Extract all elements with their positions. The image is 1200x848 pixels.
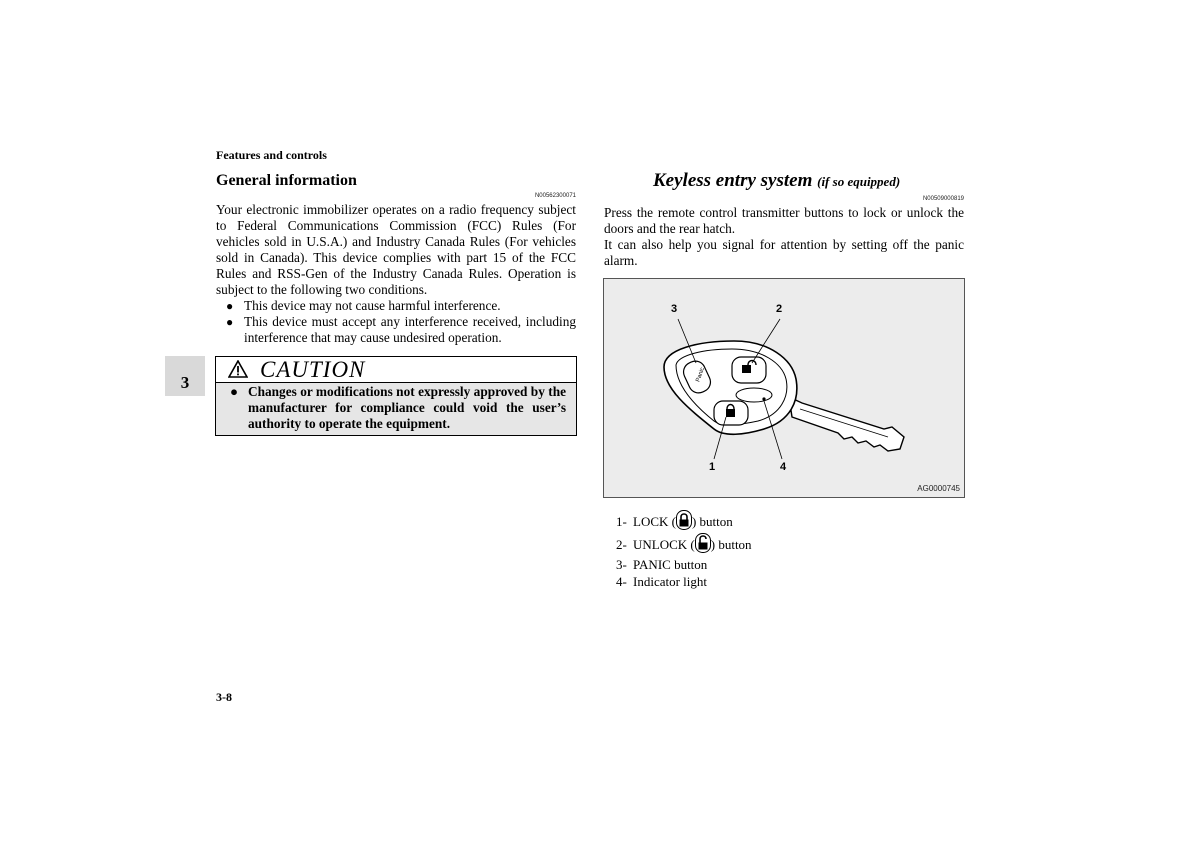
warning-triangle-icon — [228, 360, 248, 378]
caution-text-block — [230, 384, 566, 432]
bullet-icon: ● — [226, 299, 234, 313]
keyless-doc-code: N00509000819 — [922, 196, 964, 202]
keyless-paragraph-1: Press the remote control transmitter buttons to lock or unlock the doors and the rear hatch. — [604, 205, 964, 236]
list-item: ● This device may not cause harmful interference. — [226, 298, 501, 313]
list-item: ● This device must accept any interference received, including interference that may cause undesired operation. — [226, 314, 576, 345]
panic-button-label: Panic — [695, 366, 707, 383]
keyless-entry-heading — [653, 170, 900, 192]
list-item: 3- PANIC button — [616, 557, 708, 572]
keyless-subtitle: (if so equipped) — [817, 174, 901, 189]
caution-header — [216, 357, 576, 383]
section-header: Features and controls — [216, 148, 327, 162]
general-information-heading: General information — [216, 172, 357, 189]
caution-title: CAUTION — [260, 357, 366, 382]
remote-key-figure — [603, 278, 965, 498]
figure-legend — [616, 510, 752, 590]
callout-1: 1 — [709, 461, 716, 473]
callout-2: 2 — [776, 303, 783, 315]
callout-3: 3 — [671, 303, 678, 315]
callout-4: 4 — [780, 461, 787, 473]
general-paragraph: Your electronic immobilizer operates on a radio frequency subject to Federal Communications Commission (FCC) Rules (For vehicles sold in U.S.A.) and Industry Canada Rules (For vehicles sold in Canada). This device complies with part 15 of the FCC Rules and RSS-Gen of the Industry Canada Rules. Operation is subject to the following two conditions. — [216, 202, 576, 297]
general-information-body — [216, 202, 576, 346]
figure-code: AG0000745 — [917, 484, 960, 493]
bullet-icon: ● — [226, 315, 234, 329]
chapter-tab: 3 — [165, 356, 205, 396]
keyless-title: Keyless entry system — [653, 170, 813, 191]
lock-open-icon — [695, 533, 711, 553]
list-item: 4- Indicator light — [616, 574, 708, 589]
lock-closed-icon — [676, 510, 692, 530]
list-item: 1- LOCK ( ) button — [616, 510, 752, 533]
caution-box — [215, 356, 577, 436]
conditions-list — [216, 298, 576, 346]
page-number: 3-8 — [216, 690, 232, 704]
list-item: 2- UNLOCK ( ) button — [616, 533, 752, 556]
keyless-paragraph-2: It can also help you signal for attention by setting off the panic alarm. — [604, 237, 964, 268]
bullet-icon: ● — [230, 384, 239, 399]
caution-text: Changes or modifications not expressly approved by the manufacturer for compliance could void the user’s authority to operate the equipment. — [248, 384, 566, 431]
keyless-body — [604, 205, 964, 269]
general-doc-code: N00562300071 — [534, 193, 576, 199]
